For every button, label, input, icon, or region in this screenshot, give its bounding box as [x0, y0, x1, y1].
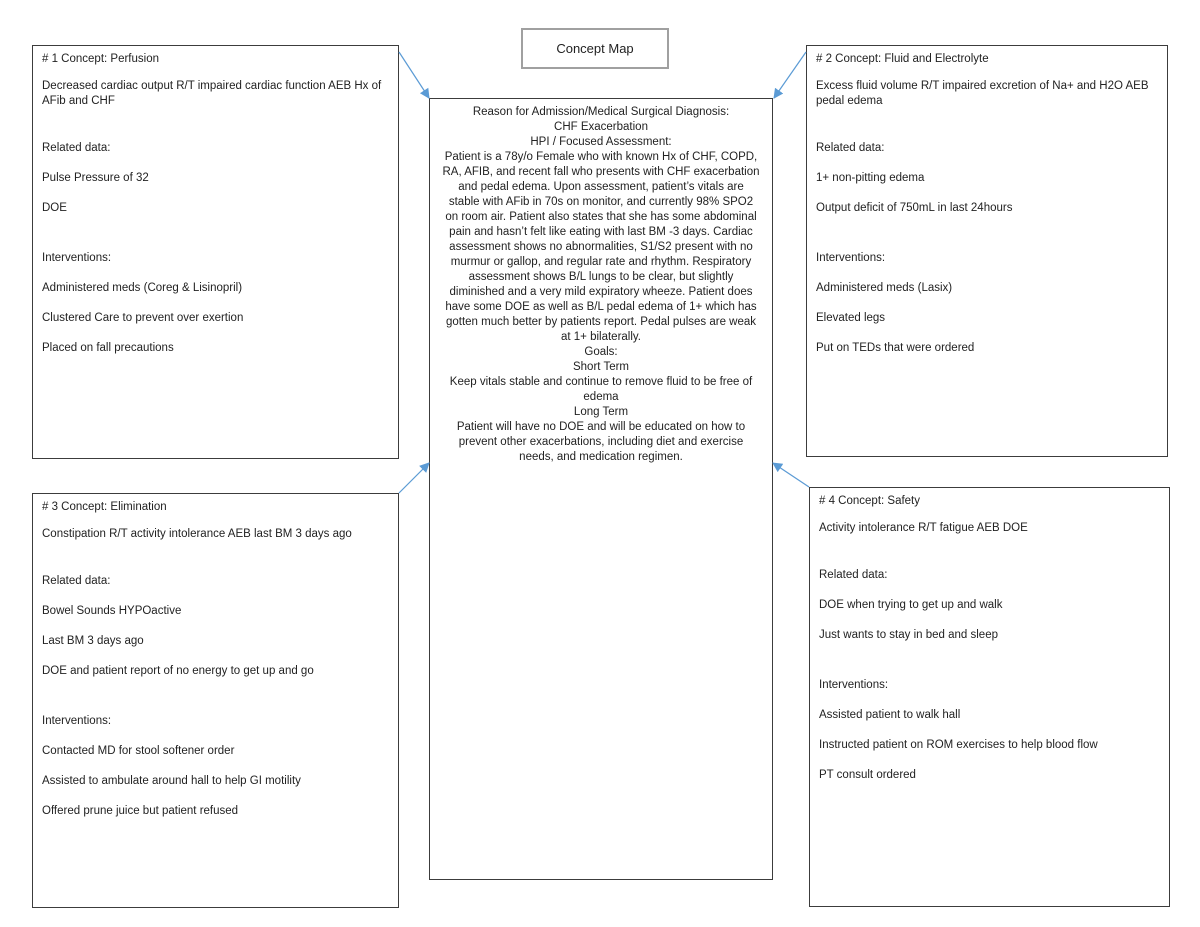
- intervention-item: Clustered Care to prevent over exertion: [42, 312, 244, 324]
- intervention-item: Administered meds (Coreg & Lisinopril): [42, 282, 243, 294]
- admission-diagnosis-box: [429, 98, 773, 880]
- concept-title: # 2 Concept: Fluid and Electrolyte: [816, 53, 989, 65]
- related-data-heading: Related data:: [816, 142, 885, 154]
- arrow-concept-1: [399, 52, 429, 98]
- related-data-item: Pulse Pressure of 32: [42, 172, 149, 184]
- concept-4-box: [809, 487, 1170, 907]
- arrow-concept-4: [773, 463, 809, 487]
- related-data-item: DOE and patient report of no energy to get up and go: [42, 665, 314, 677]
- intervention-item: Placed on fall precautions: [42, 342, 174, 354]
- interventions-heading: Interventions:: [42, 715, 112, 727]
- hpi-text: Patient is a 78y/o Female who with known Hx of CHF, COPD, RA, AFIB, and recent fall who presents with CHF exacerbation and pedal edema. Upon assessment, patient’s vitals are stable with AFib in 70s on monitor, and currently 98% SPO2 on room air. Patient also states that she has some abdominal pain and hasn’t felt like eating with last BM -3 days. Cardiac assessment shows no abnormalities, S1/S2 present with no murmur or gallop, and regular rate and rhythm. Respiratory assessment shows B/L lungs to be clear, but slightly diminished and a very mild expiratory wheeze. Patient does have some DOE as well as B/L pedal edema of 1+ which has gotten much better by patients report. Pedal pulses are weak at 1+ bilaterally.: [442, 151, 760, 343]
- related-data-heading: Related data:: [42, 142, 111, 154]
- related-data-heading: Related data:: [819, 569, 888, 581]
- long-term-text: Patient will have no DOE and will be educated on how to prevent other exacerbations, including diet and exercise needs, and medication regimen.: [456, 421, 746, 463]
- concept-statement: Constipation R/T activity intolerance AEB last BM 3 days ago: [42, 528, 352, 540]
- related-data-item: Output deficit of 750mL in last 24hours: [816, 202, 1013, 214]
- concept-title: # 1 Concept: Perfusion: [42, 53, 159, 65]
- intervention-item: Assisted to ambulate around hall to help GI motility: [42, 775, 301, 787]
- interventions-heading: Interventions:: [816, 252, 886, 264]
- arrow-concept-2: [774, 52, 806, 98]
- short-term-heading: Short Term: [572, 361, 630, 373]
- related-data-heading: Related data:: [42, 575, 111, 587]
- concept-title: # 3 Concept: Elimination: [42, 501, 167, 513]
- related-data-item: DOE when trying to get up and walk: [819, 599, 1003, 611]
- arrow-concept-3: [399, 463, 429, 493]
- intervention-item: Elevated legs: [816, 312, 886, 324]
- long-term-heading: Long Term: [573, 406, 629, 418]
- intervention-item: Instructed patient on ROM exercises to help blood flow: [819, 739, 1098, 751]
- intervention-item: Contacted MD for stool softener order: [42, 745, 235, 757]
- hpi-heading: HPI / Focused Assessment:: [530, 136, 672, 148]
- interventions-heading: Interventions:: [819, 679, 889, 691]
- related-data-item: DOE: [42, 202, 67, 214]
- goals-heading: Goals:: [584, 346, 618, 358]
- diagnosis-text: CHF Exacerbation: [554, 121, 648, 133]
- related-data-item: 1+ non-pitting edema: [816, 172, 925, 184]
- reason-heading: Reason for Admission/Medical Surgical Diagnosis:: [472, 106, 730, 118]
- concept-statement: Decreased cardiac output R/T impaired cardiac function AEB Hx of AFib and CHF: [42, 80, 382, 107]
- intervention-item: PT consult ordered: [819, 769, 916, 781]
- intervention-item: Offered prune juice but patient refused: [42, 805, 239, 817]
- intervention-item: Put on TEDs that were ordered: [816, 342, 975, 354]
- concept-3-box: [32, 493, 399, 908]
- related-data-item: Bowel Sounds HYPOactive: [42, 605, 182, 617]
- short-term-text: Keep vitals stable and continue to remove fluid to be free of edema: [449, 376, 753, 403]
- interventions-heading: Interventions:: [42, 252, 112, 264]
- related-data-item: Last BM 3 days ago: [42, 635, 144, 647]
- related-data-item: Just wants to stay in bed and sleep: [819, 629, 998, 641]
- concept-1-box: [32, 45, 399, 459]
- intervention-item: Administered meds (Lasix): [816, 282, 953, 294]
- concept-statement: Activity intolerance R/T fatigue AEB DOE: [819, 522, 1028, 534]
- concept-title: # 4 Concept: Safety: [819, 495, 921, 507]
- concept-statement: Excess fluid volume R/T impaired excretion of Na+ and H2O AEB pedal edema: [816, 80, 1149, 107]
- concept-map-title-box: [521, 28, 669, 69]
- concept-2-box: [806, 45, 1168, 457]
- concept-map-title: Concept Map: [556, 41, 634, 56]
- intervention-item: Assisted patient to walk hall: [819, 709, 961, 721]
